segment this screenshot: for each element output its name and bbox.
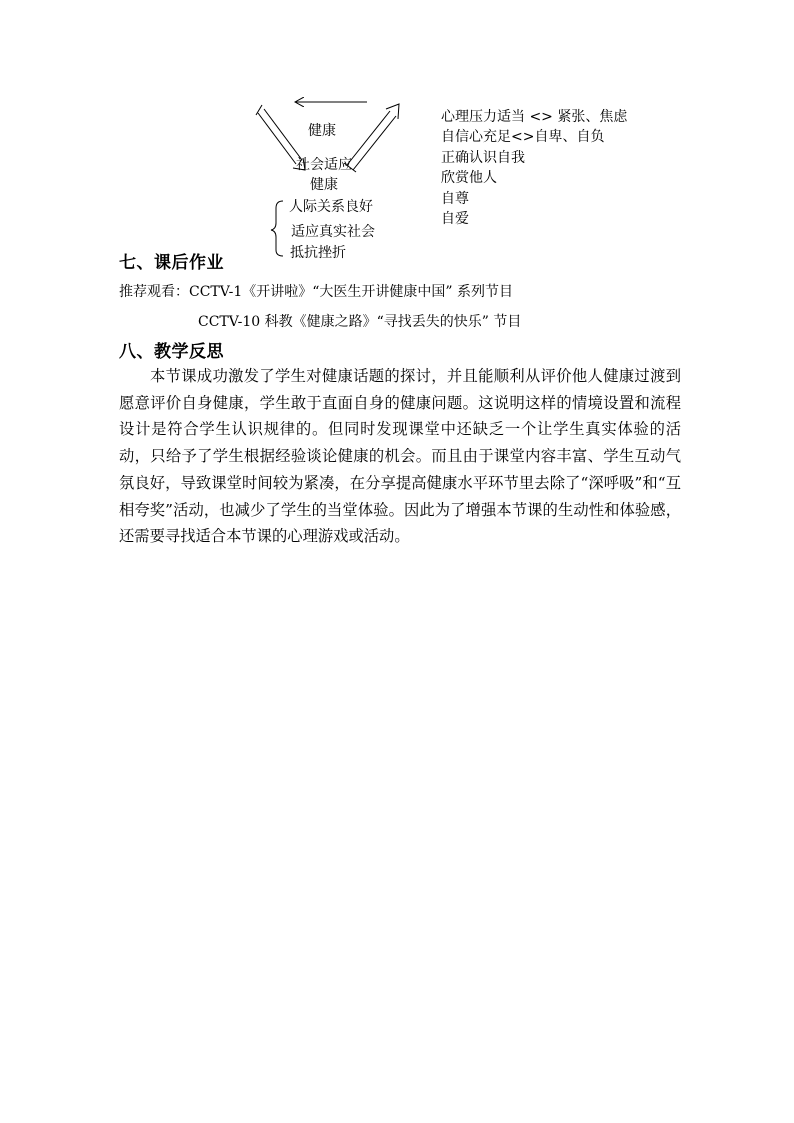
recommend-line-1: 推荐观看：CCTV-1《开讲啦》“大医生开讲健康中国” 系列节目 — [119, 284, 513, 300]
list-item: 欣赏他人 — [441, 170, 497, 187]
list-item: 自尊 — [441, 190, 469, 207]
social-adaptation-label: 社会适应 — [296, 157, 352, 173]
right-arrow — [344, 104, 399, 172]
recommend-line-2: CCTV-10 科教《健康之路》“寻找丢失的快乐” 节目 — [198, 314, 522, 330]
list-item: 心理压力适当 <> 紧张、焦虑 — [441, 109, 628, 125]
mental-health-list — [441, 107, 627, 229]
brace-item-resist-setbacks: 抵抗挫折 — [290, 245, 346, 261]
list-item: 自信心充足<>自卑、自负 — [441, 129, 605, 146]
social-adaptation-label-2: 健康 — [310, 177, 338, 193]
list-item: 自爱 — [441, 210, 469, 227]
brace-item-adapt-society: 适应真实社会 — [291, 224, 375, 240]
health-label: 健康 — [308, 123, 336, 139]
reflection-paragraph: 本节课成功激发了学生对健康话题的探讨，并且能顺利从评价他人健康过渡到愿意评价自身健康，学生敢于直面自身的健康问题。这说明这样的情境设置和流程设计是符合学生认识规律的。但同时发现课堂中还缺乏一个让学生真实体验的活动，只给予了学生根据经验谈论健康的机会。而且由于课堂内容丰富、学生互动气氛良好，导致课堂时间较为紧凑，在分享提高健康水平环节里去除了“深呼吸”和“互相夸奖”活动，也减少了学生的当堂体验。因此为了增强本节课的生动性和体验感，还需要寻找适合本节课的心理游戏或活动。 — [119, 367, 681, 546]
list-item: 正确认识自我 — [441, 149, 525, 166]
section-8-heading: 八、教学反思 — [119, 342, 224, 362]
section-7-heading: 七、课后作业 — [119, 253, 224, 273]
left-brace — [271, 201, 283, 256]
brace-item-relationships: 人际关系良好 — [289, 199, 373, 215]
